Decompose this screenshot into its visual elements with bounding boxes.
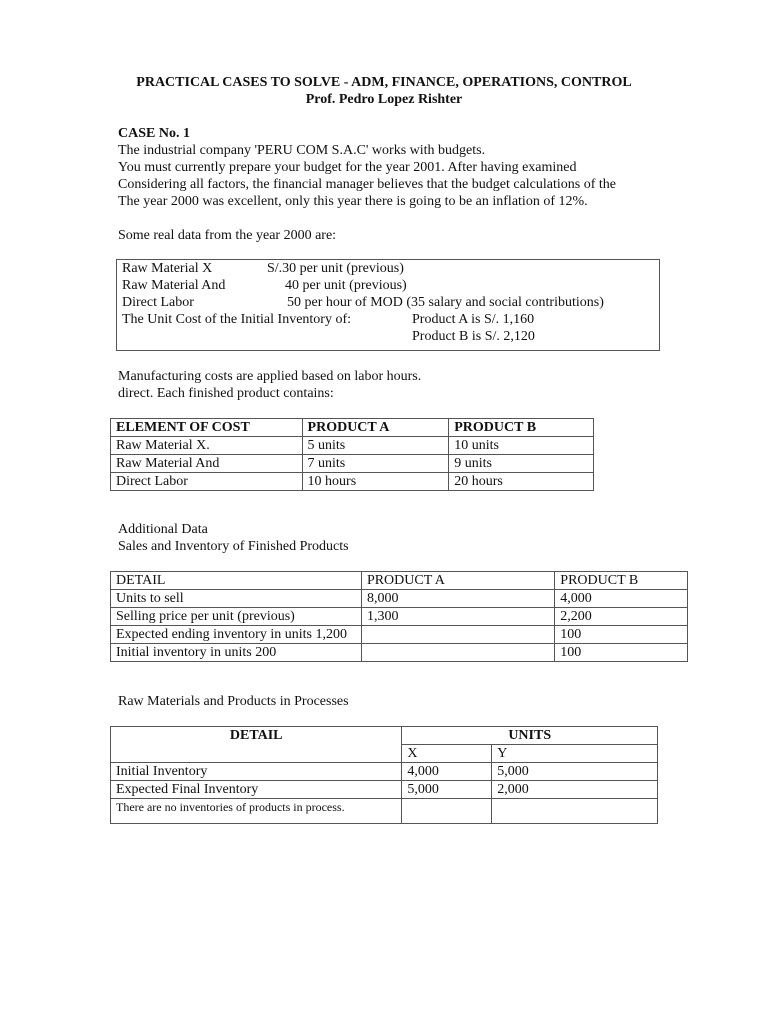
document-author: Prof. Pedro Lopez Rishter bbox=[305, 92, 463, 107]
table-cell: 20 hours bbox=[449, 473, 594, 491]
real-data-label: Raw Material And bbox=[122, 278, 226, 293]
table-header: X bbox=[402, 745, 492, 763]
table-cell: 9 units bbox=[449, 455, 594, 473]
table-cell: Raw Material And bbox=[111, 455, 303, 473]
real-data-label: Direct Labor bbox=[122, 295, 194, 310]
table-row bbox=[111, 799, 658, 824]
table-cell: 10 units bbox=[449, 437, 594, 455]
table-cell bbox=[361, 644, 554, 662]
table-row bbox=[111, 644, 688, 662]
table-cell: 5,000 bbox=[492, 763, 658, 781]
table-cell: 2,200 bbox=[555, 608, 688, 626]
real-data-box bbox=[116, 259, 660, 351]
table-cell: Expected ending inventory in units 1,200 bbox=[111, 626, 362, 644]
real-data-value: 40 per unit (previous) bbox=[285, 278, 407, 293]
table-cell: 10 hours bbox=[302, 473, 449, 491]
table-header: PRODUCT B bbox=[449, 419, 594, 437]
table-cell: Initial Inventory bbox=[111, 763, 402, 781]
case-line: Considering all factors, the financial manager believes that the budget calculations of the bbox=[118, 177, 616, 192]
table-row bbox=[111, 781, 658, 799]
table-cell: 100 bbox=[555, 644, 688, 662]
real-data-value: S/.30 per unit (previous) bbox=[267, 261, 404, 276]
table-cell: 100 bbox=[555, 626, 688, 644]
table-cell bbox=[492, 799, 658, 824]
table-header: DETAIL bbox=[111, 727, 402, 763]
table-cell: There are no inventories of products in process. bbox=[111, 799, 402, 824]
table-cell: Direct Labor bbox=[111, 473, 303, 491]
sales-table bbox=[110, 571, 688, 662]
real-data-label: Raw Material X bbox=[122, 261, 213, 276]
table-cell: 4,000 bbox=[555, 590, 688, 608]
additional-line: Additional Data bbox=[118, 522, 208, 537]
real-data-value: Product B is S/. 2,120 bbox=[412, 329, 535, 344]
raw-materials-table bbox=[110, 726, 658, 824]
table-row bbox=[111, 455, 594, 473]
table-cell: Units to sell bbox=[111, 590, 362, 608]
table-header-row bbox=[111, 572, 688, 590]
table-row bbox=[111, 608, 688, 626]
manufacturing-line: Manufacturing costs are applied based on labor hours. bbox=[118, 369, 422, 384]
case-line: The industrial company 'PERU COM S.A.C' works with budgets. bbox=[118, 143, 486, 158]
real-data-value: Product A is S/. 1,160 bbox=[412, 312, 535, 327]
table-row bbox=[111, 590, 688, 608]
table-cell: 5,000 bbox=[402, 781, 492, 799]
table-cell: 2,000 bbox=[492, 781, 658, 799]
manufacturing-note bbox=[118, 368, 421, 402]
case-heading: CASE No. 1 bbox=[118, 126, 190, 141]
case-line: The year 2000 was excellent, only this year there is going to be an inflation of 12%. bbox=[118, 194, 588, 209]
table-header: PRODUCT B bbox=[555, 572, 688, 590]
table-row bbox=[111, 626, 688, 644]
manufacturing-line: direct. Each finished product contains: bbox=[118, 386, 334, 401]
raw-materials-heading: Raw Materials and Products in Processes bbox=[118, 694, 349, 709]
table-row bbox=[111, 473, 594, 491]
table-cell: Selling price per unit (previous) bbox=[111, 608, 362, 626]
real-data-value: 50 per hour of MOD (35 salary and social contributions) bbox=[287, 295, 604, 310]
table-header-row bbox=[111, 727, 658, 745]
document-title: PRACTICAL CASES TO SOLVE - ADM, FINANCE, OPERATIONS, CONTROL bbox=[136, 75, 632, 90]
real-data-label: The Unit Cost of the Initial Inventory of: bbox=[122, 312, 352, 327]
case-intro bbox=[118, 125, 678, 210]
table-row bbox=[111, 763, 658, 781]
table-cell: Raw Material X. bbox=[111, 437, 303, 455]
table-cell bbox=[361, 626, 554, 644]
case-line: You must currently prepare your budget for the year 2001. After having examined bbox=[118, 160, 577, 175]
table-cell: Initial inventory in units 200 bbox=[111, 644, 362, 662]
table-row bbox=[111, 437, 594, 455]
table-cell: 5 units bbox=[302, 437, 449, 455]
table-cell: 8,000 bbox=[361, 590, 554, 608]
table-header: UNITS bbox=[402, 727, 658, 745]
table-header: PRODUCT A bbox=[361, 572, 554, 590]
table-header: DETAIL bbox=[111, 572, 362, 590]
table-cell: 7 units bbox=[302, 455, 449, 473]
table-cell: 4,000 bbox=[402, 763, 492, 781]
table-header: ELEMENT OF COST bbox=[111, 419, 303, 437]
cost-table bbox=[110, 418, 594, 491]
table-cell: Expected Final Inventory bbox=[111, 781, 402, 799]
table-header: Y bbox=[492, 745, 658, 763]
additional-data bbox=[118, 521, 349, 555]
additional-line: Sales and Inventory of Finished Products bbox=[118, 539, 349, 554]
real-data-intro: Some real data from the year 2000 are: bbox=[118, 228, 337, 243]
table-header-row bbox=[111, 419, 594, 437]
table-cell: 1,300 bbox=[361, 608, 554, 626]
table-header: PRODUCT A bbox=[302, 419, 449, 437]
table-cell bbox=[402, 799, 492, 824]
